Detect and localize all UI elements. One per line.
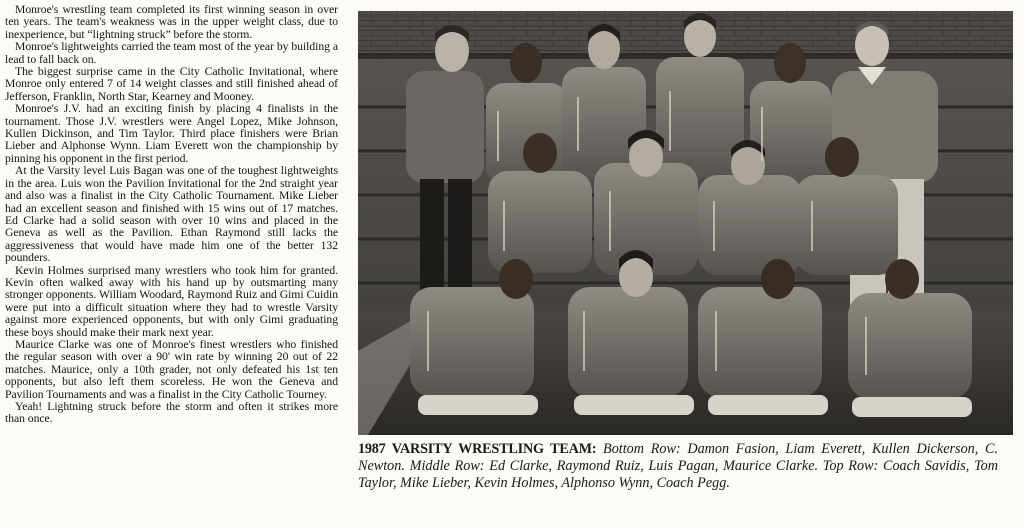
caption-text: Bottom Row: Damon Fasion, Liam Everett, Kullen Dickerson, C. Newton. Middle Row: Ed Clarke, Raymond Ruiz, Luis Pagan, Maurice Clarke. Top Row: Coach Savidis, Tom Taylor, Mike Lieber, Kevin Holmes, Alphonso Wynn, Coach Pegg. [358, 441, 998, 492]
caption-title: 1987 VARSITY WRESTLING TEAM: [358, 441, 597, 457]
article-paragraph: The biggest surprise came in the City Catholic Invitational, where Monroe only entered 7 of 14 weight classes and still finished ahead of Jefferson, Franklin, North Star, Kearney and Mooney. [5, 65, 338, 103]
team-photo-illustration [358, 11, 1013, 435]
team-photo [358, 11, 1013, 435]
photo-caption [358, 441, 998, 493]
article-paragraph: Monroe's J.V. had an exciting finish by placing 4 finalists in the tournament. Those J.V. wrestlers were Angel Lopez, Mike Johnson, Kullen Dickinson, and Tim Taylor. Third place finishers were Brian Lieber and Alphonse Wynn. Liam Everett won the championship by pinning his opponent in the first period. [5, 102, 338, 165]
article-paragraph: Monroe's wrestling team completed its first winning season in over ten years. The team's weakness was in the upper weight class, due to inexperience, but “lightning struck” before the storm. [5, 3, 338, 41]
article-paragraph: At the Varsity level Luis Bagan was one of the toughest lightweights in the area. Luis won the Pavilion Invitational for the 2nd straight year and also was a finalist in the City Catholic Tournament. Mike Lieber had an excellent season and finished with 15 wins out of 17 matches. Ed Clarke had a solid season with over 10 wins and placed in the Geneva as well as the Pavilion. Ethan Raymond still lacks the aggressiveness that would have made him one of the better 132 pounders. [5, 164, 338, 265]
article-text [5, 4, 338, 522]
article-paragraph: Monroe's lightweights carried the team most of the year by building a lead to fall back on. [5, 40, 338, 66]
article-paragraph: Maurice Clarke was one of Monroe's finest wrestlers who finished the regular season with over a 90' win rate by winning 20 out of 22 matches. Maurice, only a 10th grader, not only defeated his 1st ten opponents, but also left them scoreless. He won the Geneva and Pavilion Tournaments and was a finalist in the City Catholic Tourney. [5, 337, 338, 401]
article-paragraph: Yeah! Lightning struck before the storm and often it strikes more than once. [5, 400, 338, 426]
article-paragraph: Kevin Holmes surprised many wrestlers who took him for granted. Kevin often walked away with his hand up by outsmarting many stronger opponents. William Woodard, Raymond Ruiz and Gimi Cuidin were put into a difficult situation where they had to wrestle Varsity against more experienced opponents, but with only Gimi graduating these boys should make their mark next year. [5, 263, 338, 339]
